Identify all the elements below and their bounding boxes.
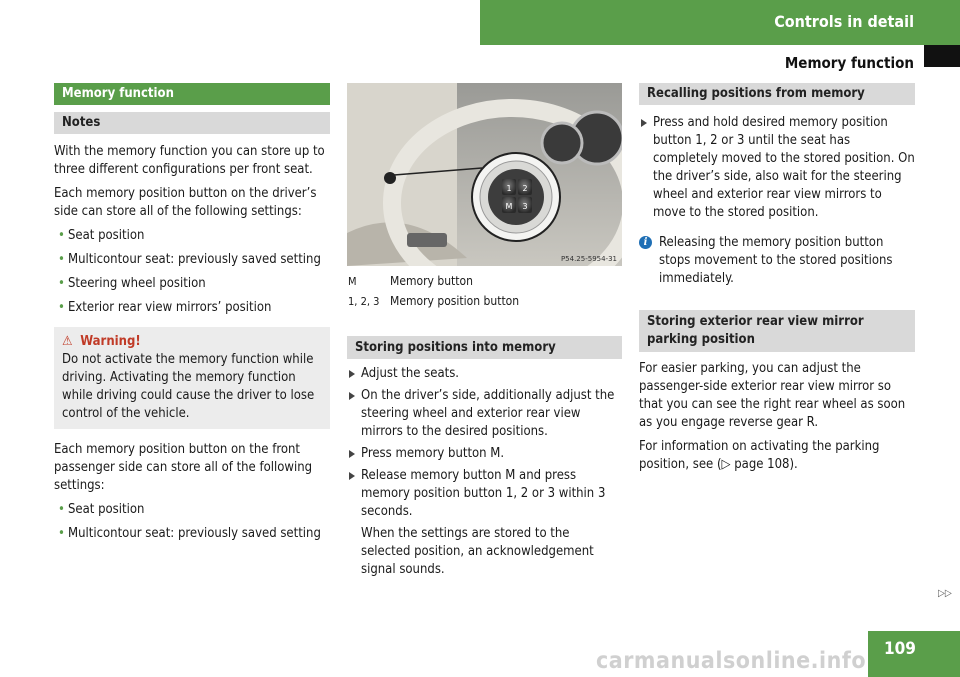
legend-row: [348, 274, 628, 288]
figure-code: P54.25-5954-31: [560, 255, 617, 263]
storing-heading: Storing positions into memory: [347, 336, 622, 359]
list-item: • Multicontour seat: previously saved setting: [54, 251, 330, 269]
driver-intro: Each memory position button on the driver’s side can store all of the following settings:: [54, 186, 317, 219]
intro-text: With the memory function you can store up to three different configurations per front seat.: [54, 144, 325, 177]
passenger-intro: Each memory position button on the front passenger side can store all of the following settings:: [54, 442, 313, 493]
page-number: 109: [884, 639, 916, 659]
continue-indicator: ▷▷: [938, 588, 952, 599]
page-title: Memory function: [784, 54, 914, 72]
warning-icon: ⚠: [62, 334, 73, 349]
watermark: carmanualsonline.info: [596, 648, 867, 674]
warning-title: Warning!: [80, 334, 141, 349]
recall-heading: Recalling positions from memory: [639, 83, 915, 105]
step: On the driver’s side, additionally adjust the steering wheel and exterior rear view mirrors to the desired positions.: [347, 387, 622, 441]
memory-button-photo: [347, 83, 622, 266]
list-item: • Steering wheel position: [54, 275, 330, 293]
legend-key: M: [348, 275, 357, 288]
section-title: Controls in detail: [774, 12, 914, 31]
warning-box: [54, 327, 330, 429]
step: Adjust the seats.: [347, 365, 622, 383]
door-panel-illustration: [347, 83, 622, 266]
button-m-label: M: [505, 202, 513, 211]
column-1: [54, 83, 330, 543]
list-item: • Multicontour seat: previously saved setting: [54, 525, 330, 543]
step: Release memory button M and press memory position button 1, 2 or 3 within 3 seconds.: [347, 467, 622, 521]
warning-text: Do not activate the memory function while driving. Activating the memory function while driving could cause the driver to lose control of the vehicle.: [62, 352, 315, 421]
notes-heading: Notes: [54, 112, 330, 134]
list-item: • Seat position: [54, 501, 330, 519]
step: Press memory button M.: [347, 445, 622, 463]
legend-row: [348, 294, 628, 308]
step-note: When the settings are stored to the selected position, an acknowledgement signal sounds.: [361, 526, 594, 577]
info-note: [639, 234, 915, 288]
section-heading: Memory function: [54, 83, 330, 105]
column-2: [347, 336, 622, 579]
recall-step: Press and hold desired memory position button 1, 2 or 3 until the seat has completely moved to the stored position. On the driver’s side, also wait for the steering wheel and exterior rear view mirrors to move to the stored position.: [639, 114, 915, 222]
list-item: • Seat position: [54, 227, 330, 245]
legend-text: Memory button: [390, 274, 473, 288]
page-number-tab: [868, 631, 960, 677]
section-tab: [480, 0, 960, 45]
button-1-label: 1: [506, 184, 512, 193]
info-text: Releasing the memory position button stops movement to the stored positions immediately.: [659, 235, 893, 286]
mirror-text-2: For information on activating the parking position, see (▷ page 108).: [639, 439, 880, 472]
legend-text: Memory position button: [390, 294, 520, 308]
mirror-heading: Storing exterior rear view mirror parking position: [639, 310, 915, 352]
legend-key: 1, 2, 3: [348, 295, 380, 308]
column-3: [639, 83, 915, 474]
button-2-label: 2: [522, 184, 528, 193]
mirror-text-1: For easier parking, you can adjust the passenger-side exterior rear view mirror so that you can see the right rear wheel as soon as you engage reverse gear R.: [639, 361, 906, 430]
list-item: • Exterior rear view mirrors’ position: [54, 299, 330, 317]
button-3-label: 3: [522, 202, 528, 211]
info-icon: i: [639, 236, 652, 249]
thumb-tab: [924, 45, 960, 67]
